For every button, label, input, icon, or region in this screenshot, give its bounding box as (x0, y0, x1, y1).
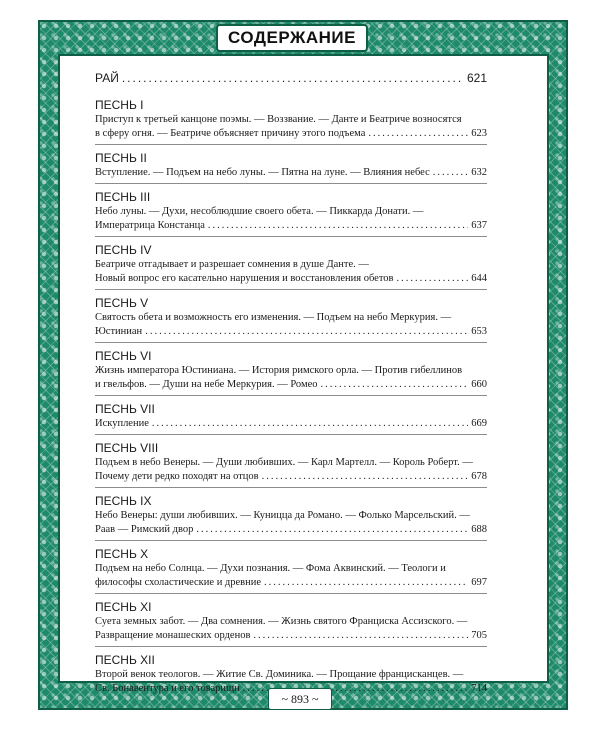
part-title: РАЙ (95, 71, 119, 85)
canto-summary-last-line (95, 272, 487, 286)
canto-heading: ПЕСНЬ VII (95, 402, 155, 416)
canto-summary-last-line (95, 219, 487, 233)
leader-dots (145, 325, 468, 339)
leader-dots (433, 166, 469, 180)
canto-page: 705 (471, 630, 487, 641)
canto-summary-text: Искупление (95, 418, 149, 429)
canto-heading: ПЕСНЬ I (95, 98, 144, 112)
canto-summary-line: Подъем в небо Венеры. — Души любивших. — Карл Мартелл. — Король Роберт. — (95, 457, 473, 468)
canto-summary-line: Святость обета и возможность его изменения. — Подъем на небо Меркурия. — (95, 312, 452, 323)
canto-summary-line: Небо Венеры: души любивших. — Куницца да Романо. — Фолько Марсельский. — (95, 510, 470, 521)
canto-summary-line: Второй венок теологов. — Житие Св. Доминика. — Прощание францисканцев. — (95, 669, 464, 680)
canto-heading: ПЕСНЬ XI (95, 600, 152, 614)
canto-summary-last-line (95, 127, 487, 141)
canto-heading: ПЕСНЬ X (95, 547, 149, 561)
toc-entry[interactable] (95, 594, 487, 647)
title-plaque (216, 24, 368, 52)
leader-dots (264, 576, 468, 590)
canto-page: 637 (471, 220, 487, 231)
toc-entry[interactable] (95, 435, 487, 488)
canto-summary-text: Юстиниан (95, 326, 143, 337)
canto-summary-text: в сферу огня. — Беатриче объясняет причину этого подъема (95, 128, 366, 139)
toc-entry[interactable] (95, 290, 487, 343)
canto-summary-last-line (95, 629, 487, 643)
canto-summary-line: Подъем на небо Солнца. — Духи познания. — Фома Аквинский. — Теологи и (95, 563, 446, 574)
toc-entry[interactable] (95, 237, 487, 290)
canto-page: 697 (471, 577, 487, 588)
toc-entry[interactable] (95, 145, 487, 184)
toc-entry[interactable] (95, 92, 487, 145)
toc-entry[interactable] (95, 488, 487, 541)
toc-part-entry[interactable] (95, 66, 487, 92)
canto-heading: ПЕСНЬ IX (95, 494, 152, 508)
canto-heading: ПЕСНЬ II (95, 151, 147, 165)
leader-dots (122, 70, 464, 86)
leader-dots (196, 523, 468, 537)
canto-summary-last-line (95, 576, 487, 590)
canto-page: 644 (471, 273, 487, 284)
canto-summary-last-line (95, 325, 487, 339)
canto-heading: ПЕСНЬ VIII (95, 441, 159, 455)
canto-summary-text: Развращение монашеских орденов (95, 630, 251, 641)
leader-dots (321, 378, 469, 392)
canto-heading: ПЕСНЬ IV (95, 243, 152, 257)
canto-list (95, 92, 487, 699)
leader-dots (397, 272, 469, 286)
canto-summary-line: Суета земных забот. — Два сомнения. — Жизнь святого Франциска Ассизского. — (95, 616, 468, 627)
canto-summary-line: Небо луны. — Духи, несоблюдшие своего обета. — Пиккарда Донати. — (95, 206, 424, 217)
toc-entry[interactable] (95, 396, 487, 435)
leader-dots (368, 127, 468, 141)
canto-summary-last-line (95, 523, 487, 537)
canto-heading: ПЕСНЬ VI (95, 349, 152, 363)
canto-page: 653 (471, 326, 487, 337)
canto-page: 623 (471, 128, 487, 139)
canto-summary-last-line (95, 470, 487, 484)
canto-summary-line: Беатриче отгадывает и разрешает сомнения в душе Данте. — (95, 259, 369, 270)
canto-summary-text: Вступление. — Подъем на небо луны. — Пятна на луне. — Влияния небес (95, 167, 430, 178)
canto-summary-last-line (95, 166, 487, 180)
leader-dots (208, 219, 468, 233)
leader-dots (262, 470, 469, 484)
canto-summary-text: философы схоластические и древние (95, 577, 262, 588)
toc-entry[interactable] (95, 343, 487, 396)
canto-summary-line: Приступ к третьей канцоне поэмы. — Воззвание. — Данте и Беатриче возносятся (95, 114, 462, 125)
part-page: 621 (466, 71, 487, 85)
canto-page: 714 (471, 683, 487, 694)
page-title: СОДЕРЖАНИЕ (228, 28, 356, 47)
table-of-contents (95, 66, 487, 699)
canto-summary-last-line (95, 417, 487, 431)
toc-entry[interactable] (95, 184, 487, 237)
canto-summary-text: Новый вопрос его касательно нарушения и восстановления обетов (95, 273, 394, 284)
canto-summary-line: Жизнь императора Юстиниана. — История римского орла. — Против гибеллинов (95, 365, 463, 376)
canto-page: 688 (471, 524, 487, 535)
canto-page: 632 (471, 167, 487, 178)
canto-page: 669 (471, 418, 487, 429)
canto-summary-text: Раав — Римский двор (95, 524, 194, 535)
toc-entry[interactable] (95, 541, 487, 594)
canto-page: 660 (471, 379, 487, 390)
canto-heading: ПЕСНЬ XII (95, 653, 155, 667)
canto-summary-text: Св. Бонавентура и его товарищи (95, 683, 240, 694)
canto-summary-text: Почему дети редко походят на отцов (95, 471, 259, 482)
canto-page: 678 (471, 471, 487, 482)
canto-heading: ПЕСНЬ III (95, 190, 151, 204)
leader-dots (152, 417, 468, 431)
canto-summary-last-line (95, 378, 487, 392)
page-number: ~ 893 ~ (281, 691, 319, 706)
leader-dots (253, 629, 468, 643)
canto-heading: ПЕСНЬ V (95, 296, 149, 310)
canto-summary-text: и гвельфов. — Души на небе Меркурия. — Ромео (95, 379, 318, 390)
page-number-plaque (268, 688, 332, 710)
canto-summary-text: Императрица Констанца (95, 220, 205, 231)
